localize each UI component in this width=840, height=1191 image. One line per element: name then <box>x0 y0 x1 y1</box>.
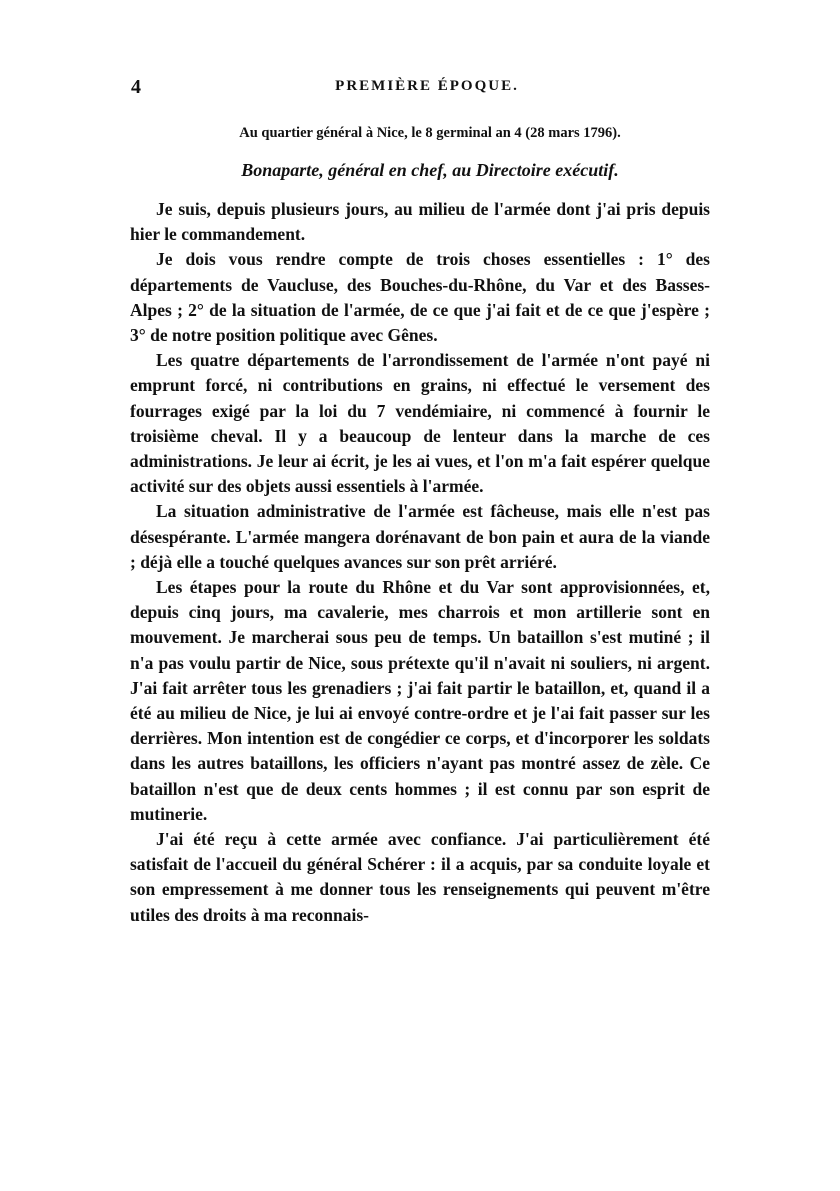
paragraph: La situation administrative de l'armée est fâcheuse, mais elle n'est pas désespérante. L'armée mangera dorénavant de bon pain et aura de la viande ; déjà elle a touché quelques avances sur son prêt arriéré. <box>130 501 710 572</box>
letter-salutation: Bonaparte, général en chef, au Directoire exécutif. <box>241 160 619 180</box>
paragraph: Je suis, depuis plusieurs jours, au milieu de l'armée dont j'ai pris depuis hier le commandement. <box>130 199 710 245</box>
paragraph: J'ai été reçu à cette armée avec confiance. J'ai particulièrement été satisfait de l'accueil du général Schérer : il a acquis, par sa conduite loyale et son empressement à me donner tous les renseignements qui peuvent m'être utiles des droits à ma reconnais- <box>130 829 710 925</box>
paragraph: Les étapes pour la route du Rhône et du Var sont approvisionnées, et, depuis cinq jours, ma cavalerie, mes charrois et mon artillerie sont en mouvement. Je marcherai sous peu de temps. Un bataillon s'est mutiné ; il n'a pas voulu partir de Nice, sous prétexte qu'il n'avait ni souliers, ni argent. J'ai fait arrêter tous les grenadiers ; j'ai fait partir le bataillon, et, quand il a été au milieu de Nice, je lui ai envoyé contre-ordre et je l'ai fait passer sur les derrières. Mon intention est de congédier ce corps, et d'incorporer les soldats dans les autres bataillons, les officiers n'ayant pas montré assez de zèle. Ce bataillon n'est que de deux cents hommes ; il est connu par son esprit de mutinerie. <box>130 577 710 824</box>
letter-body <box>130 197 710 928</box>
page-number: 4 <box>131 76 141 98</box>
paragraph: Les quatre départements de l'arrondissement de l'armée n'ont payé ni emprunt forcé, ni contributions en grains, ni effectué le versement des fourrages exigé par la loi du 7 vendémiaire, ni commencé à fournir le troisième cheval. Il y a beaucoup de lenteur dans la marche de ces administrations. Je leur ai écrit, je les ai vues, et l'on m'a fait espérer quelque activité sur des objets aussi essentiels à l'armée. <box>130 350 710 497</box>
section-title: PREMIÈRE ÉPOQUE. <box>335 78 519 94</box>
running-head <box>127 76 727 100</box>
paragraph: Je dois vous rendre compte de trois choses essentielles : 1° des départements de Vaucluse, des Bouches-du-Rhône, du Var et des Basses-Alpes ; 2° de la situation de l'armée, de ce que j'ai fait et de ce que j'espère ; 3° de notre position politique avec Gênes. <box>130 249 710 346</box>
letter-dateline: Au quartier général à Nice, le 8 germinal an 4 (28 mars 1796). <box>239 125 621 141</box>
